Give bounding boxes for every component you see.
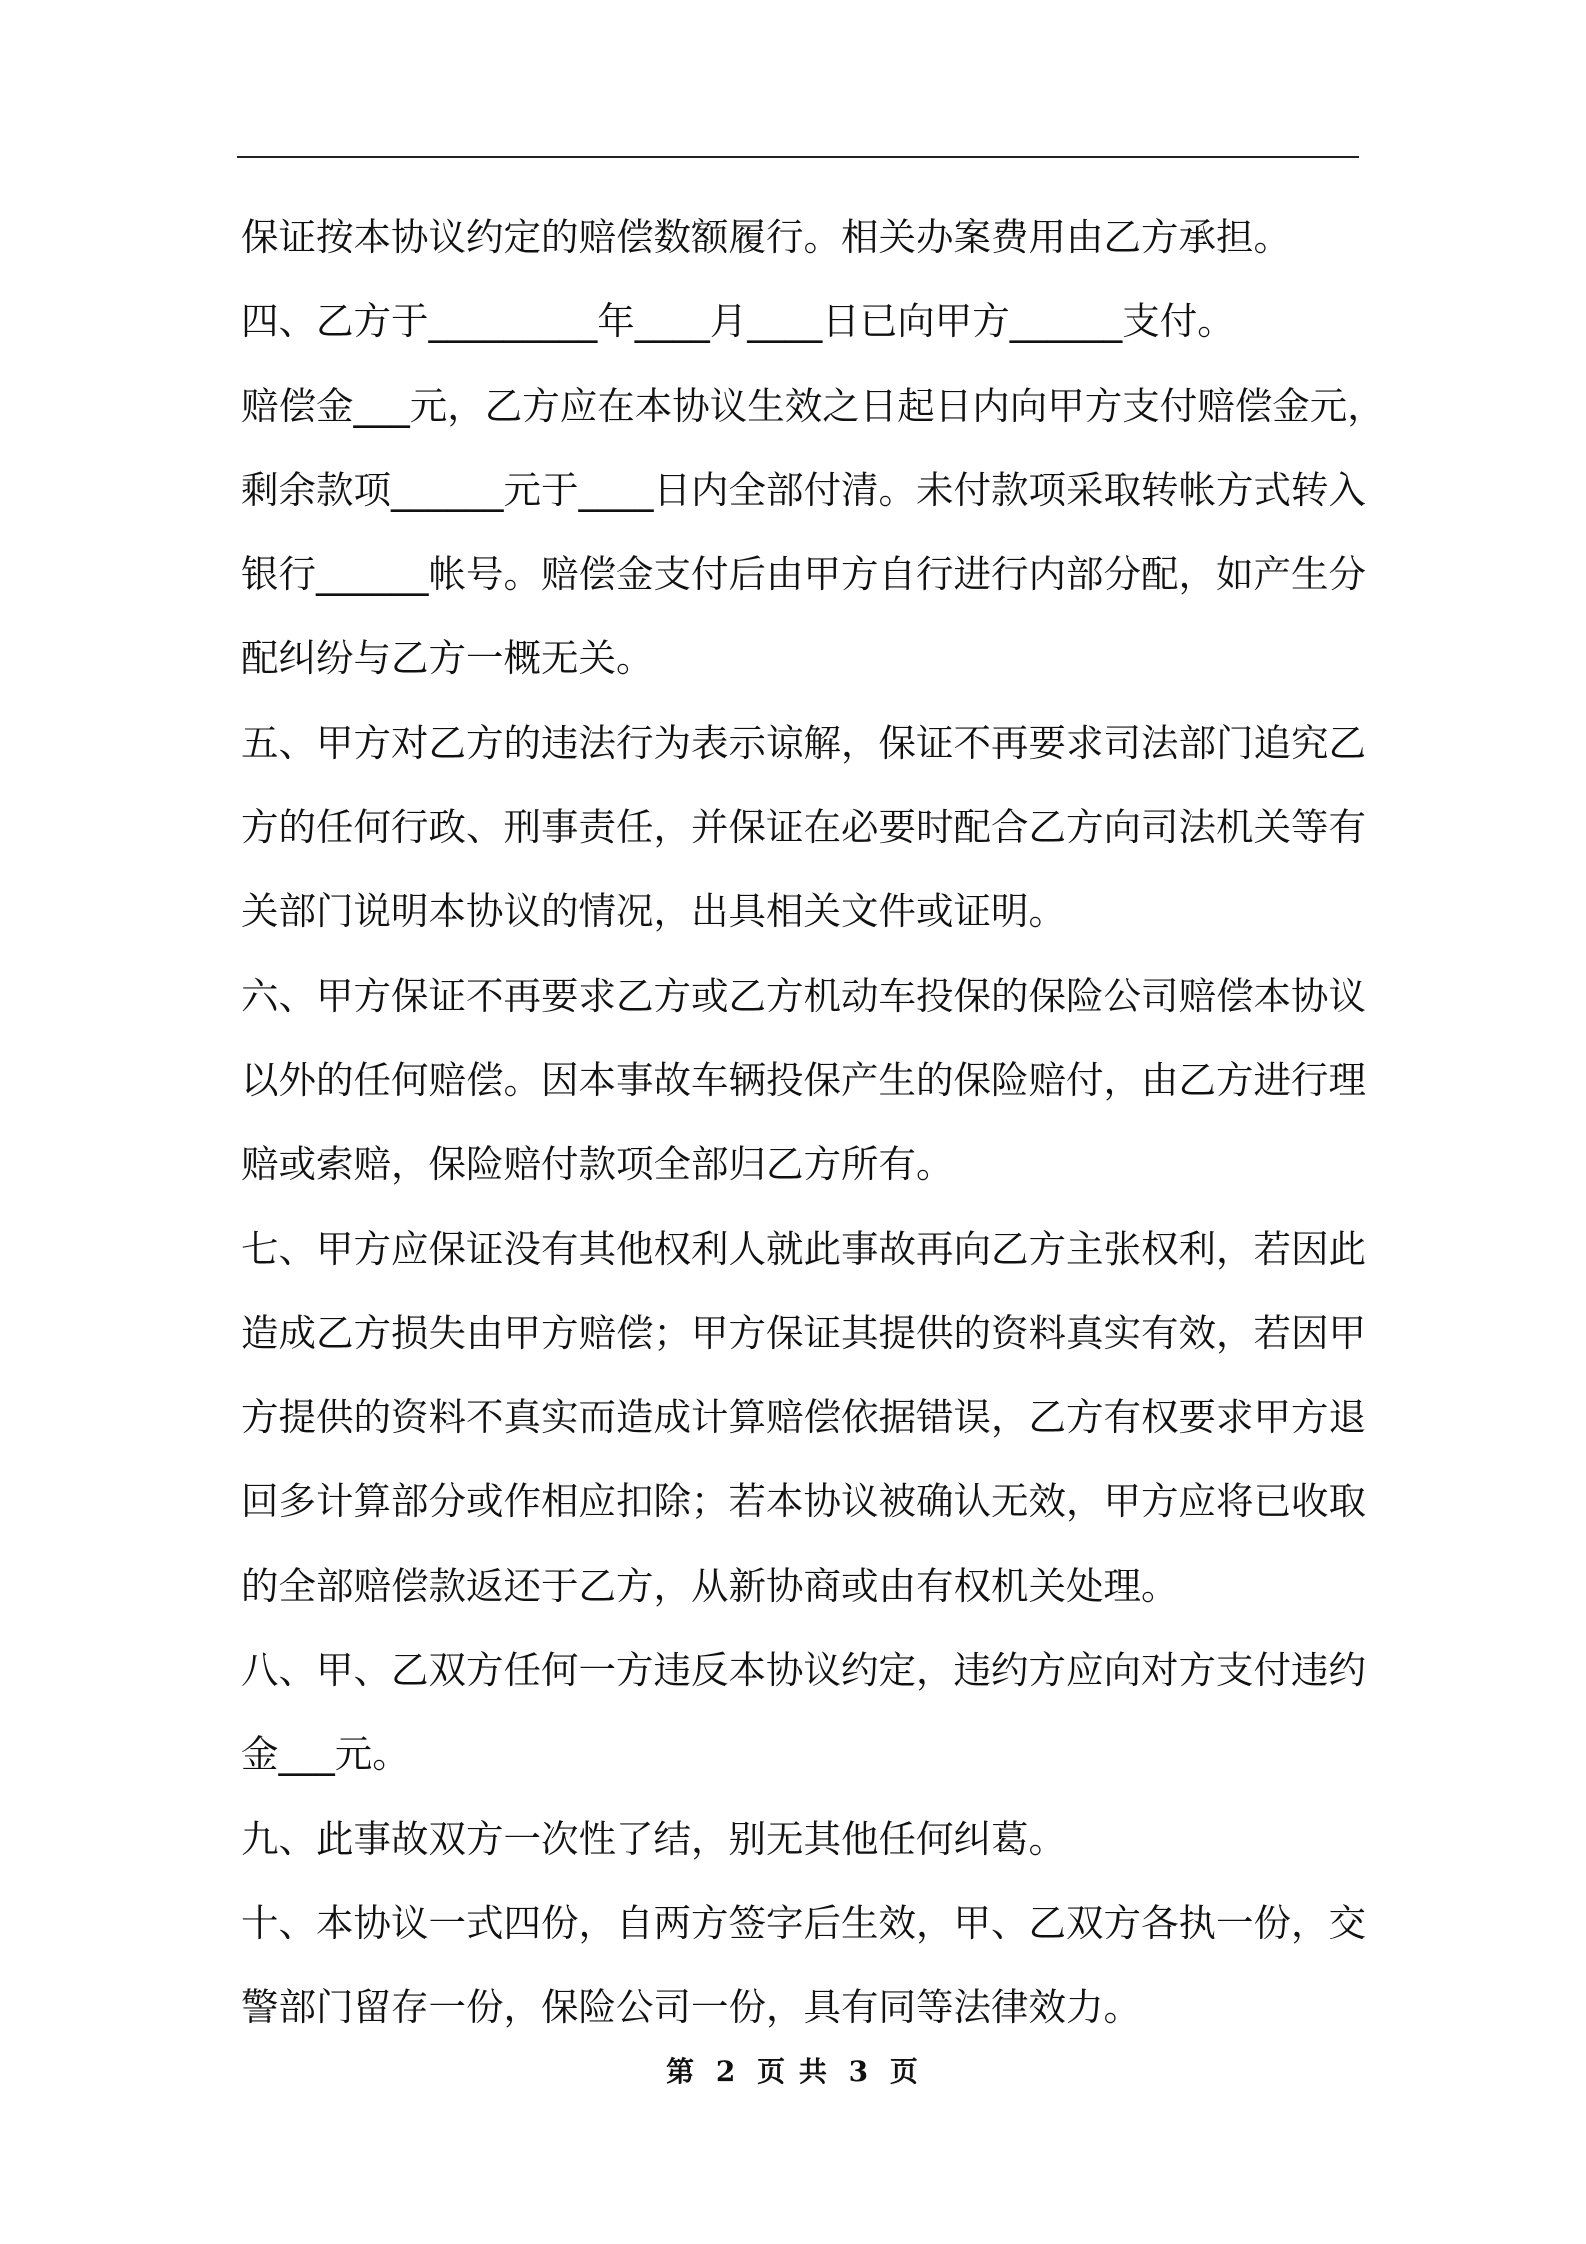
- text-line: 十、本协议一式四份，自两方签字后生效，甲、乙双方各执一份，交: [241, 1900, 1366, 1945]
- text-line: 七、甲方应保证没有其他权利人就此事故再向乙方主张权利，若因此: [241, 1226, 1366, 1271]
- text-line: 银行______帐号。赔偿金支付后由甲方自行进行内部分配，如产生分: [241, 552, 1366, 597]
- footer-middle: 页 共: [757, 2055, 829, 2088]
- text-line: 方的任何行政、刑事责任，并保证在必要时配合乙方向司法机关等有: [241, 805, 1366, 850]
- text-line: 警部门留存一份，保险公司一份，具有同等法律效力。: [241, 1985, 1141, 2030]
- text-line: 以外的任何赔偿。因本事故车辆投保产生的保险赔付，由乙方进行理: [241, 1057, 1366, 1102]
- header-rule: [237, 156, 1359, 158]
- text-line: 方提供的资料不真实而造成计算赔偿依据错误，乙方有权要求甲方退: [241, 1395, 1366, 1440]
- text-line: 保证按本协议约定的赔偿数额履行。相关办案费用由乙方承担。: [241, 215, 1291, 259]
- text-line: 四、乙方于_________年____月____日已向甲方______支付。: [241, 299, 1235, 344]
- current-page-number: 2: [715, 2055, 738, 2088]
- text-line: 关部门说明本协议的情况，出具相关文件或证明。: [241, 889, 1066, 934]
- total-pages-number: 3: [848, 2055, 871, 2088]
- text-line: 剩余款项______元于____日内全部付清。未付款项采取转帐方式转入: [241, 467, 1366, 512]
- text-line: 赔偿金___元，乙方应在本协议生效之日起日内向甲方支付赔偿金元，: [241, 383, 1385, 428]
- footer-suffix: 页: [889, 2055, 920, 2088]
- text-line: 配纠纷与乙方一概无关。: [241, 636, 654, 681]
- text-line: 赔或索赔，保险赔付款项全部归乙方所有。: [241, 1142, 954, 1187]
- footer-prefix: 第: [666, 2055, 697, 2088]
- text-line: 造成乙方损失由甲方赔偿；甲方保证其提供的资料真实有效，若因甲: [241, 1310, 1366, 1355]
- text-line: 八、甲、乙双方任何一方违反本协议约定，违约方应向对方支付违约: [241, 1648, 1366, 1693]
- page-footer: [0, 2050, 1586, 2090]
- text-line: 九、此事故双方一次性了结，别无其他任何纠葛。: [241, 1816, 1066, 1861]
- text-line: 六、甲方保证不再要求乙方或乙方机动车投保的保险公司赔偿本协议: [241, 973, 1366, 1018]
- text-line: 五、甲方对乙方的违法行为表示谅解，保证不再要求司法部门追究乙: [241, 720, 1366, 765]
- text-line: 的全部赔偿款返还于乙方，从新协商或由有权机关处理。: [241, 1563, 1179, 1608]
- document-body: [241, 195, 1385, 2050]
- text-line: 金___元。: [241, 1732, 410, 1777]
- text-line: 回多计算部分或作相应扣除；若本协议被确认无效，甲方应将已收取: [241, 1479, 1366, 1524]
